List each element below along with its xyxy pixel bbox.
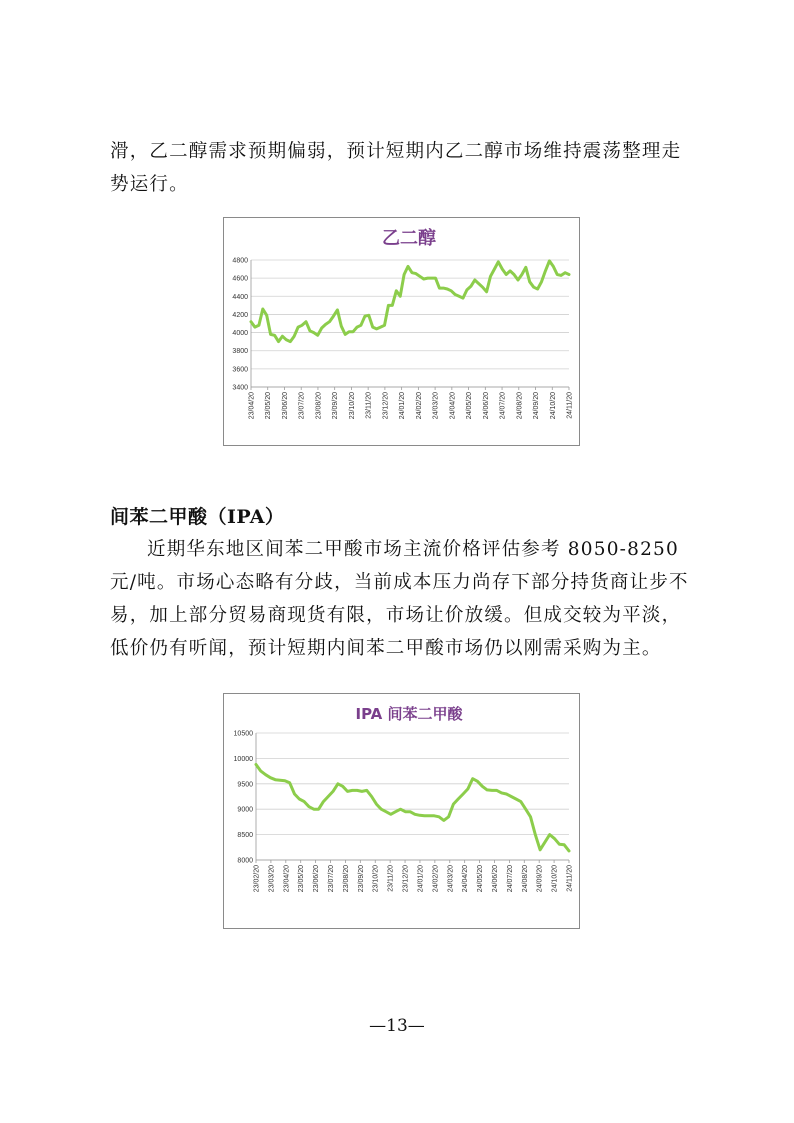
x-tick-label: 23/06/20 (313, 865, 321, 893)
x-tick-label: 23/03/20 (268, 865, 276, 893)
y-tick-label: 10000 (233, 755, 253, 763)
y-tick-label: 3600 (232, 366, 248, 374)
x-tick-label: 24/03/20 (432, 392, 440, 420)
x-tick-label: 23/04/20 (283, 865, 291, 893)
x-tick-label: 23/11/20 (387, 865, 395, 892)
x-tick-label: 23/10/20 (348, 392, 356, 420)
x-tick-label: 23/02/20 (253, 865, 261, 893)
x-tick-label: 24/03/20 (447, 865, 455, 893)
x-tick-label: 24/10/20 (549, 392, 557, 420)
y-tick-label: 3800 (232, 348, 248, 356)
chart-title: 乙二醇 (382, 228, 436, 249)
x-tick-label: 24/09/20 (536, 865, 544, 893)
section-heading-ipa: 间苯二甲酸（IPA） (110, 506, 285, 528)
x-tick-label: 24/08/20 (521, 865, 529, 893)
x-tick-label: 23/07/20 (298, 392, 306, 420)
x-tick-label: 24/10/20 (551, 865, 559, 893)
x-tick-label: 24/02/20 (415, 392, 423, 420)
x-tick-label: 24/09/20 (533, 392, 541, 420)
x-tick-label: 24/04/20 (462, 865, 470, 893)
x-tick-label: 23/07/20 (328, 865, 336, 893)
y-tick-label: 4200 (232, 311, 248, 319)
x-tick-label: 23/08/20 (315, 392, 323, 420)
x-tick-label: 24/01/20 (399, 392, 407, 420)
y-tick-label: 8500 (237, 832, 253, 840)
x-tick-label: 23/09/20 (332, 392, 340, 420)
page-number: —13— (369, 1016, 425, 1036)
x-tick-label: 24/08/20 (516, 392, 524, 420)
chart-title: IPA 间苯二甲酸 (355, 705, 463, 723)
price-series-line (251, 261, 569, 342)
ipa-price-chart (223, 693, 580, 929)
y-tick-label: 8000 (237, 857, 253, 865)
x-tick-label: 24/06/20 (491, 865, 499, 893)
x-tick-label: 24/01/20 (417, 865, 425, 893)
y-tick-label: 10500 (233, 730, 253, 738)
y-tick-label: 9000 (237, 806, 253, 814)
x-tick-label: 23/09/20 (357, 865, 365, 893)
x-tick-label: 23/12/20 (382, 392, 390, 420)
x-tick-label: 23/05/20 (298, 865, 306, 893)
y-tick-label: 4000 (232, 330, 248, 338)
paragraph-ipa-market: 近期华东地区间苯二甲酸市场主流价格评估参考 8050-8250 元/吨。市场心态略有分歧，当前成本压力尚存下部分持货商让步不易，加上部分贸易商现货有限，市场让价放缓。但成交较为平淡，低价仍有听闻，预计短期内间苯二甲酸市场仍以刚需采购为主。 (110, 539, 689, 659)
x-tick-label: 23/12/20 (402, 865, 410, 893)
x-tick-label: 24/02/20 (432, 865, 440, 893)
x-tick-label: 24/05/20 (477, 865, 485, 893)
ipa-chart-svg (224, 694, 579, 928)
y-tick-label: 4400 (232, 293, 248, 301)
x-tick-label: 24/11/20 (566, 865, 574, 892)
x-tick-label: 24/04/20 (449, 392, 457, 420)
x-tick-label: 23/10/20 (372, 865, 380, 893)
ethylene-glycol-price-chart (223, 217, 580, 446)
x-tick-label: 23/11/20 (365, 392, 373, 419)
y-tick-label: 9500 (237, 781, 253, 789)
x-tick-label: 24/05/20 (466, 392, 474, 420)
ethylene-glycol-chart-svg (224, 218, 579, 445)
x-tick-label: 23/04/20 (248, 392, 256, 420)
paragraph-ethylene-glycol-summary: 滑，乙二醇需求预期偏弱，预计短期内乙二醇市场维持震荡整理走势运行。 (110, 141, 682, 195)
price-series-line (256, 765, 569, 851)
x-tick-label: 24/06/20 (482, 392, 490, 420)
x-tick-label: 24/11/20 (566, 392, 574, 419)
y-tick-label: 3400 (232, 384, 248, 392)
y-tick-label: 4600 (232, 275, 248, 283)
x-tick-label: 23/08/20 (342, 865, 350, 893)
x-tick-label: 23/05/20 (265, 392, 273, 420)
x-tick-label: 24/07/20 (506, 865, 514, 893)
y-tick-label: 4800 (232, 257, 248, 265)
x-tick-label: 23/06/20 (281, 392, 289, 420)
x-tick-label: 24/07/20 (499, 392, 507, 420)
